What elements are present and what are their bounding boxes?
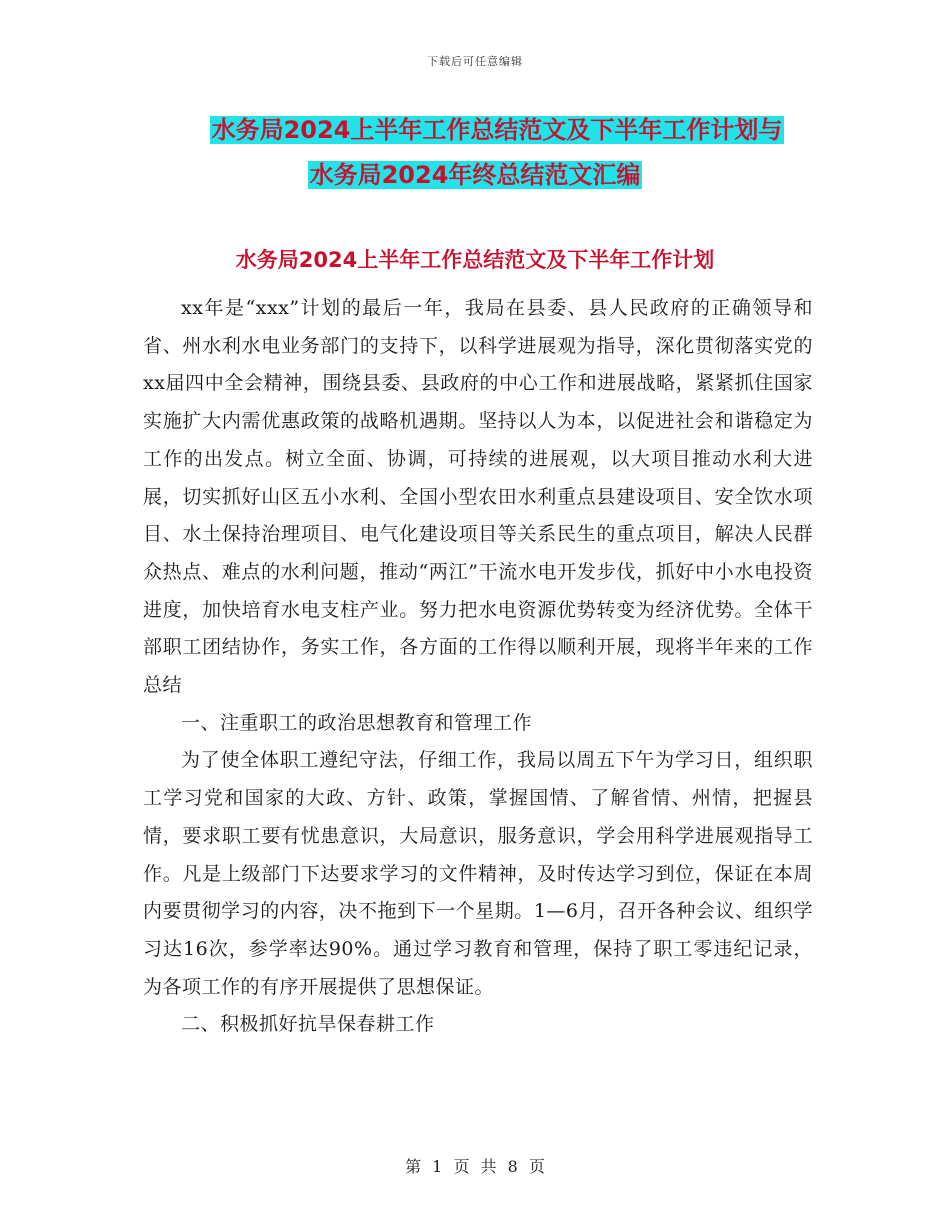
document-title-line-2 [0, 157, 950, 193]
document-title-line-2-text: 水务局2024年终总结范文汇编 [309, 161, 641, 189]
document-body [143, 290, 813, 1044]
body-paragraph: 为了使全体职工遵纪守法，仔细工作，我局以周五下午为学习日，组织职工学习党和国家的大政、方针、政策，掌握国情、了解省情、州情，把握县情，要求职工要有忧患意识，大局意识，服务意识，学会用科学进展观指导工作。凡是上级部门下达要求学习的文件精神，及时传达学习到位，保证在本周内要贯彻学习的内容，决不拖到下一个星期。1—6月，召开各种会议、组织学习达16次，参学率达90%。通过学习教育和管理，保持了职工零违纪记录，为各项工作的有序开展提供了思想保证。 [143, 749, 813, 998]
section-heading: 二、积极抓好抗旱保春耕工作 [181, 1013, 435, 1036]
body-paragraph: xx年是“xxx”计划的最后一年，我局在县委、县人民政府的正确领导和省、州水利水电业务部门的支持下，以科学进展观为指导，深化贯彻落实党的xx届四中全会精神，围绕县委、县政府的中心工作和进展战略，紧紧抓住国家实施扩大内需优惠政策的战略机遇期。坚持以人为本，以促进社会和谐稳定为工作的出发点。树立全面、协调，可持续的进展观，以大项目推动水利大进展，切实抓好山区五小水利、全国小型农田水利重点县建设项目、安全饮水项目、水土保持治理项目、电气化建设项目等关系民生的重点项目，解决人民群众热点、难点的水利问题，推动“两江”干流水电开发步伐，抓好中小水电投资进度，加快培育水电支柱产业。努力把水电资源优势转变为经济优势。全体干部职工团结协作，务实工作，各方面的工作得以顺利开展，现将半年来的工作总结 [143, 297, 813, 697]
document-title-line-1 [22, 112, 950, 148]
page-header-note: 下载后可任意编辑 [427, 55, 523, 68]
document-title-line-1-text: 水务局2024上半年工作总结范文及下半年工作计划与 [211, 116, 783, 144]
page-number-footer: 第 1 页 共 8 页 [405, 1157, 545, 1176]
section-title: 水务局2024上半年工作总结范文及下半年工作计划 [235, 248, 715, 272]
section-heading: 一、注重职工的政治思想教育和管理工作 [181, 711, 533, 734]
